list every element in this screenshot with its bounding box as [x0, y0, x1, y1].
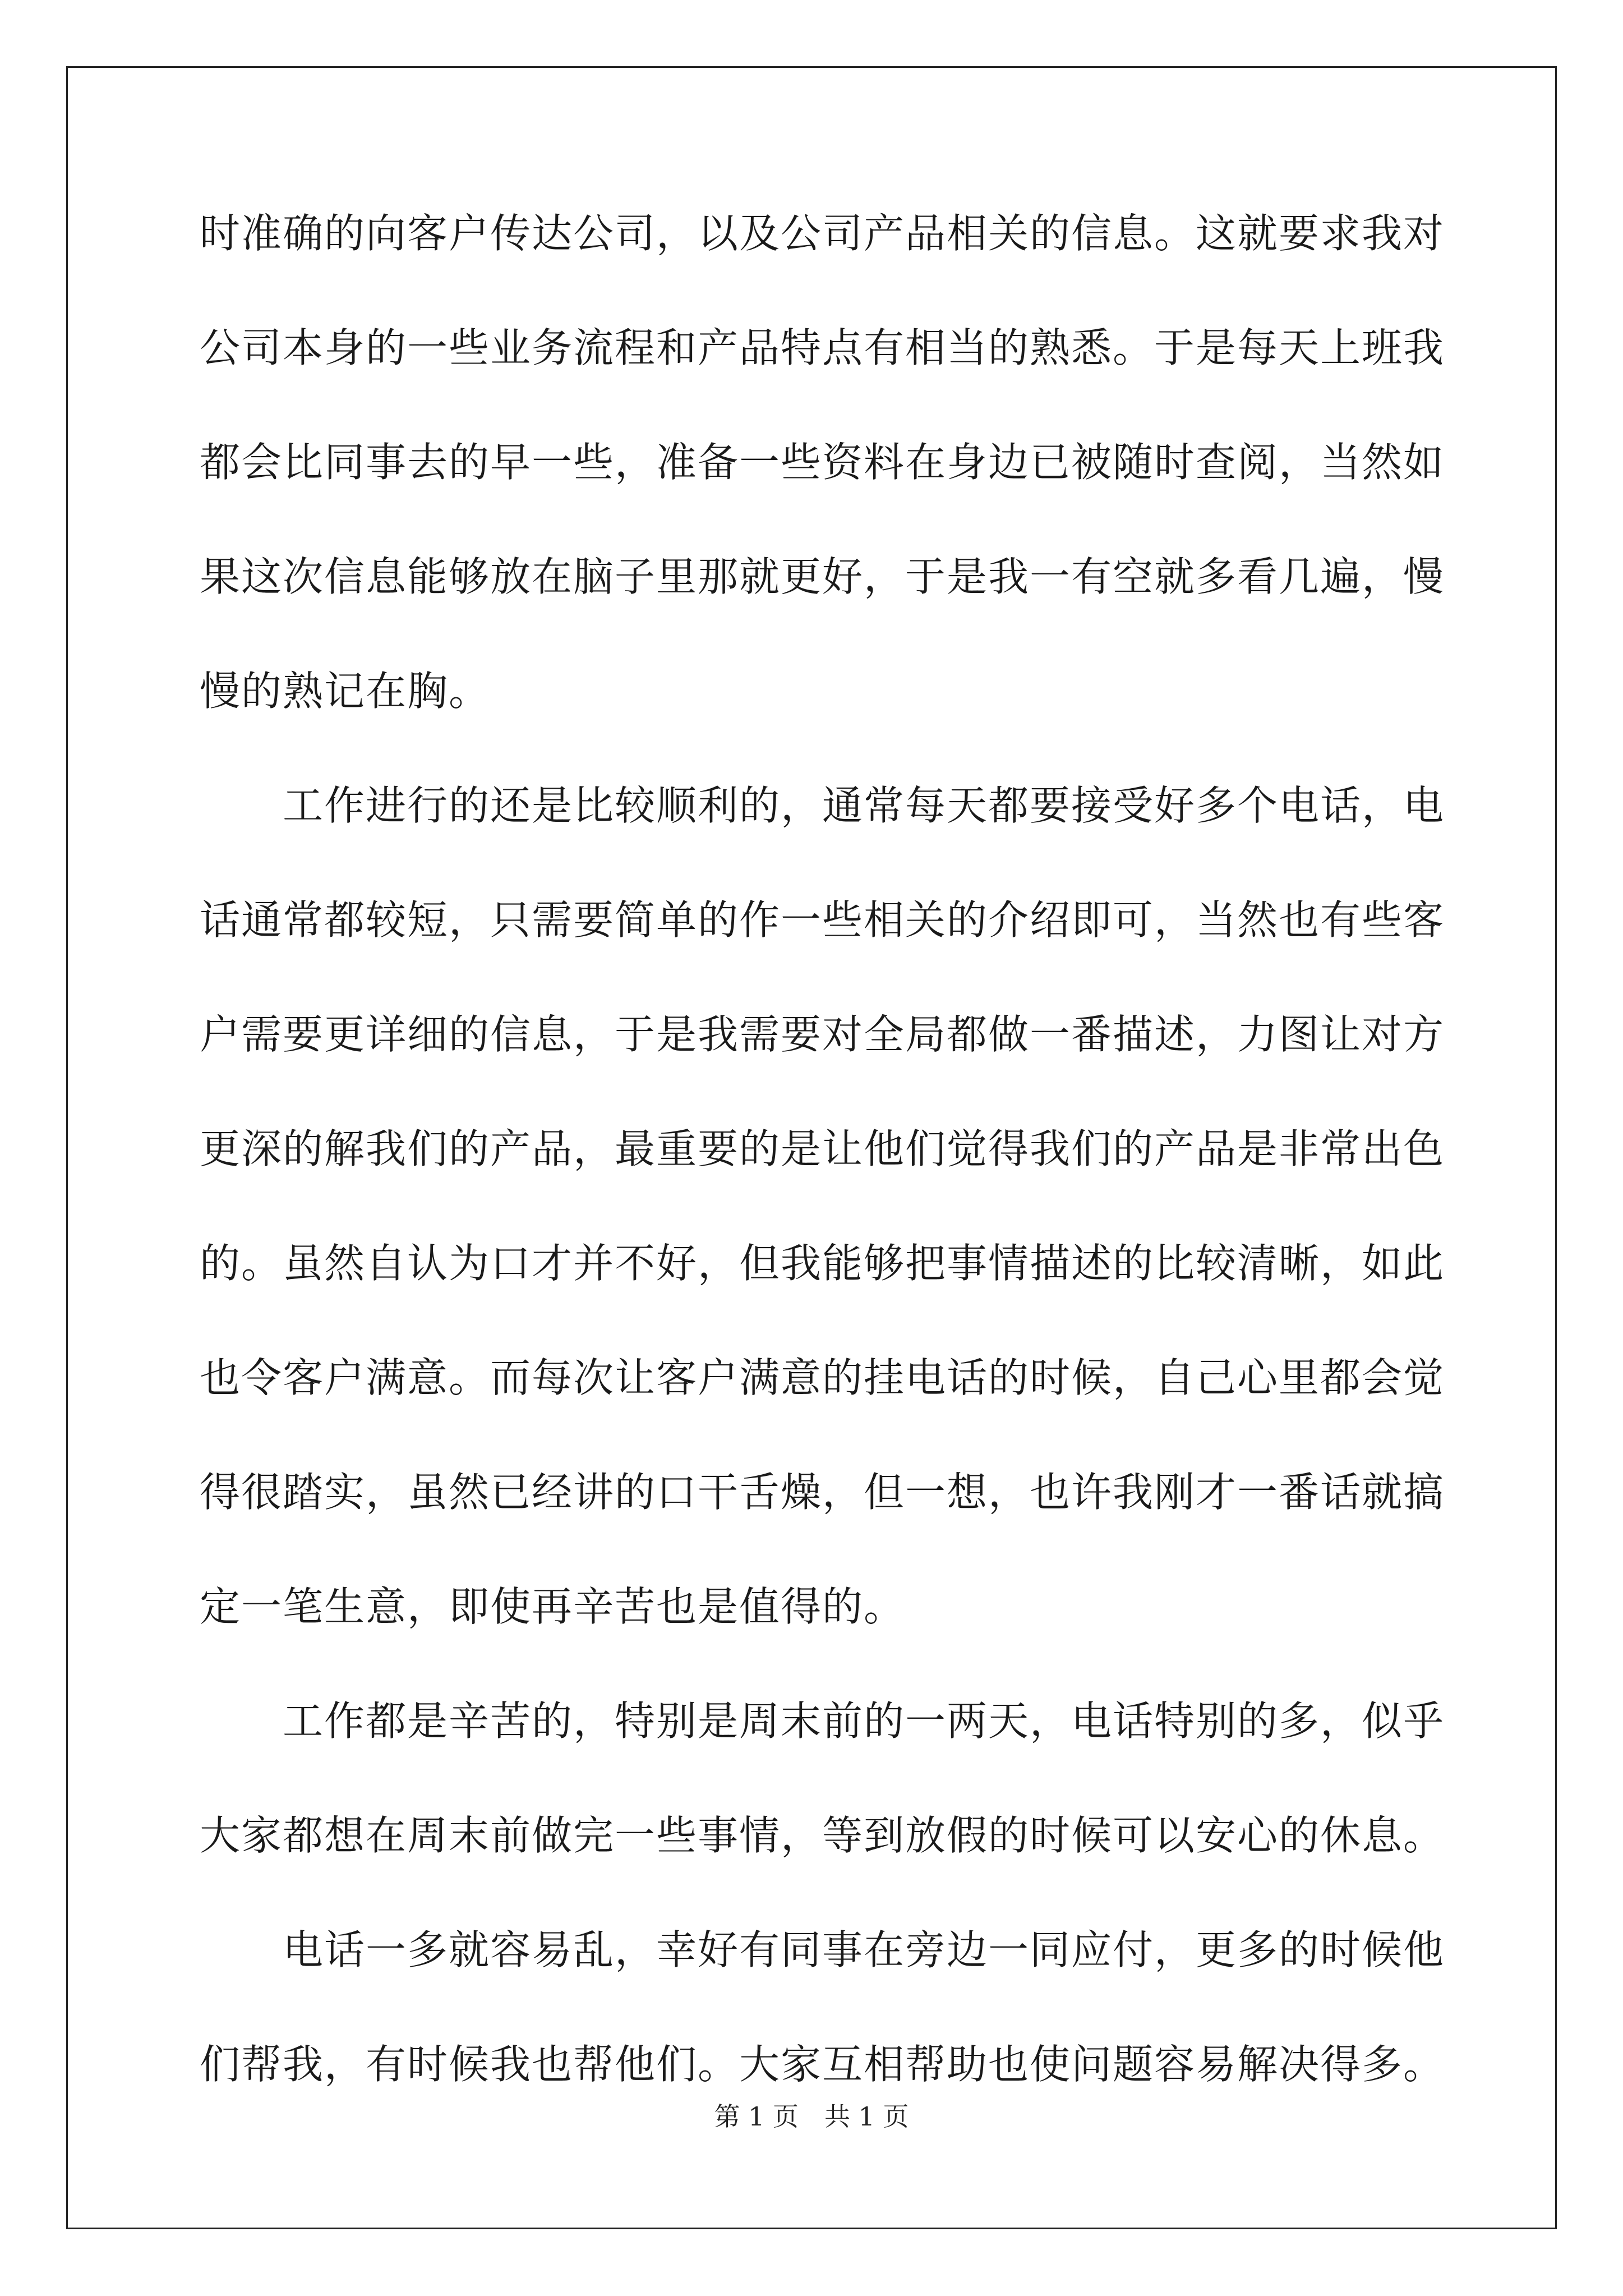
paragraph-2-line-6: 也令客户满意。而每次让客户满意的挂电话的时候，自己心里都会觉 — [200, 1354, 1445, 1401]
paragraph-2-line-4: 更深的解我们的产品，最重要的是让他们觉得我们的产品是非常出色 — [200, 1125, 1445, 1172]
page-footer: 第 1 页 共 1 页 — [714, 2101, 909, 2132]
paragraph-1-line-3: 都会比同事去的早一些，准备一些资料在身边已被随时查阅，当然如 — [200, 439, 1445, 486]
paragraph-1-line-4: 果这次信息能够放在脑子里那就更好，于是我一有空就多看几遍，慢 — [200, 553, 1445, 600]
paragraph-2-line-8: 定一笔生意，即使再辛苦也是值得的。 — [200, 1583, 906, 1630]
paragraph-2-line-3: 户需要更详细的信息，于是我需要对全局都做一番描述，力图让对方 — [200, 1011, 1445, 1058]
paragraph-4-line-1: 电话一多就容易乱，幸好有同事在旁边一同应付，更多的时候他 — [283, 1926, 1445, 1973]
paragraph-2-line-5: 的。虽然自认为口才并不好，但我能够把事情描述的比较清晰，如此 — [200, 1240, 1445, 1287]
paragraph-3-line-2: 大家都想在周末前做完一些事情，等到放假的时候可以安心的休息。 — [200, 1812, 1445, 1859]
paragraph-1-line-2: 公司本身的一些业务流程和产品特点有相当的熟悉。于是每天上班我 — [200, 324, 1445, 371]
paragraph-1-line-1: 时准确的向客户传达公司，以及公司产品相关的信息。这就要求我对 — [200, 210, 1445, 257]
paragraph-4-line-2: 们帮我，有时候我也帮他们。大家互相帮助也使问题容易解决得多。 — [200, 2041, 1445, 2088]
paragraph-3-line-1: 工作都是辛苦的，特别是周末前的一两天，电话特别的多，似乎 — [283, 1697, 1445, 1745]
paragraph-2-line-1: 工作进行的还是比较顺利的，通常每天都要接受好多个电话，电 — [283, 782, 1445, 829]
paragraph-2-line-7: 得很踏实，虽然已经讲的口干舌燥，但一想，也许我刚才一番话就搞 — [200, 1469, 1445, 1516]
paragraph-1-line-5: 慢的熟记在胸。 — [200, 668, 491, 715]
paragraph-2-line-2: 话通常都较短，只需要简单的作一些相关的介绍即可，当然也有些客 — [200, 896, 1445, 944]
